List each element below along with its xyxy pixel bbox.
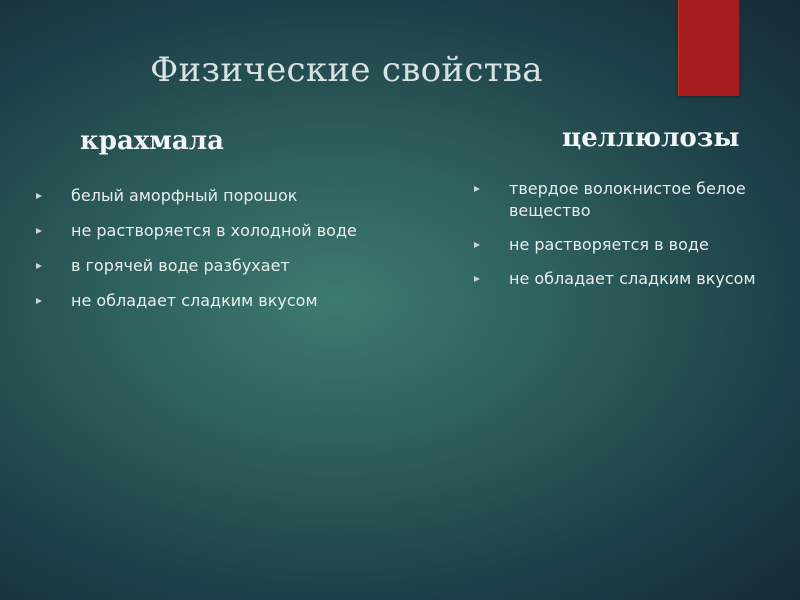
list-item-text: твердое волокнистое белое вещество bbox=[509, 179, 746, 220]
triangle-bullet-icon bbox=[474, 276, 480, 282]
list-item bbox=[474, 234, 774, 256]
list-item bbox=[474, 268, 774, 290]
list-item-text: не растворяется в холодной воде bbox=[71, 221, 357, 240]
list-item-text: не растворяется в воде bbox=[509, 235, 709, 254]
slide-title: Физические свойства bbox=[150, 50, 543, 90]
list-item bbox=[36, 255, 366, 277]
list-item bbox=[36, 290, 366, 312]
list-item bbox=[474, 178, 774, 222]
triangle-bullet-icon bbox=[474, 242, 480, 248]
list-item-text: не обладает сладким вкусом bbox=[71, 291, 318, 310]
triangle-bullet-icon bbox=[36, 298, 42, 304]
triangle-bullet-icon bbox=[474, 186, 480, 192]
red-accent-tab bbox=[678, 0, 740, 96]
list-item-text: не обладает сладким вкусом bbox=[509, 269, 756, 288]
list-item-text: в горячей воде разбухает bbox=[71, 256, 290, 275]
cellulose-properties-list bbox=[474, 178, 774, 302]
list-item-text: белый аморфный порошок bbox=[71, 186, 298, 205]
column-heading-cellulose: целлюлозы bbox=[562, 123, 740, 153]
starch-properties-list bbox=[36, 185, 366, 325]
list-item bbox=[36, 185, 366, 207]
triangle-bullet-icon bbox=[36, 263, 42, 269]
triangle-bullet-icon bbox=[36, 228, 42, 234]
list-item bbox=[36, 220, 366, 242]
triangle-bullet-icon bbox=[36, 193, 42, 199]
column-heading-starch: крахмала bbox=[80, 126, 224, 156]
